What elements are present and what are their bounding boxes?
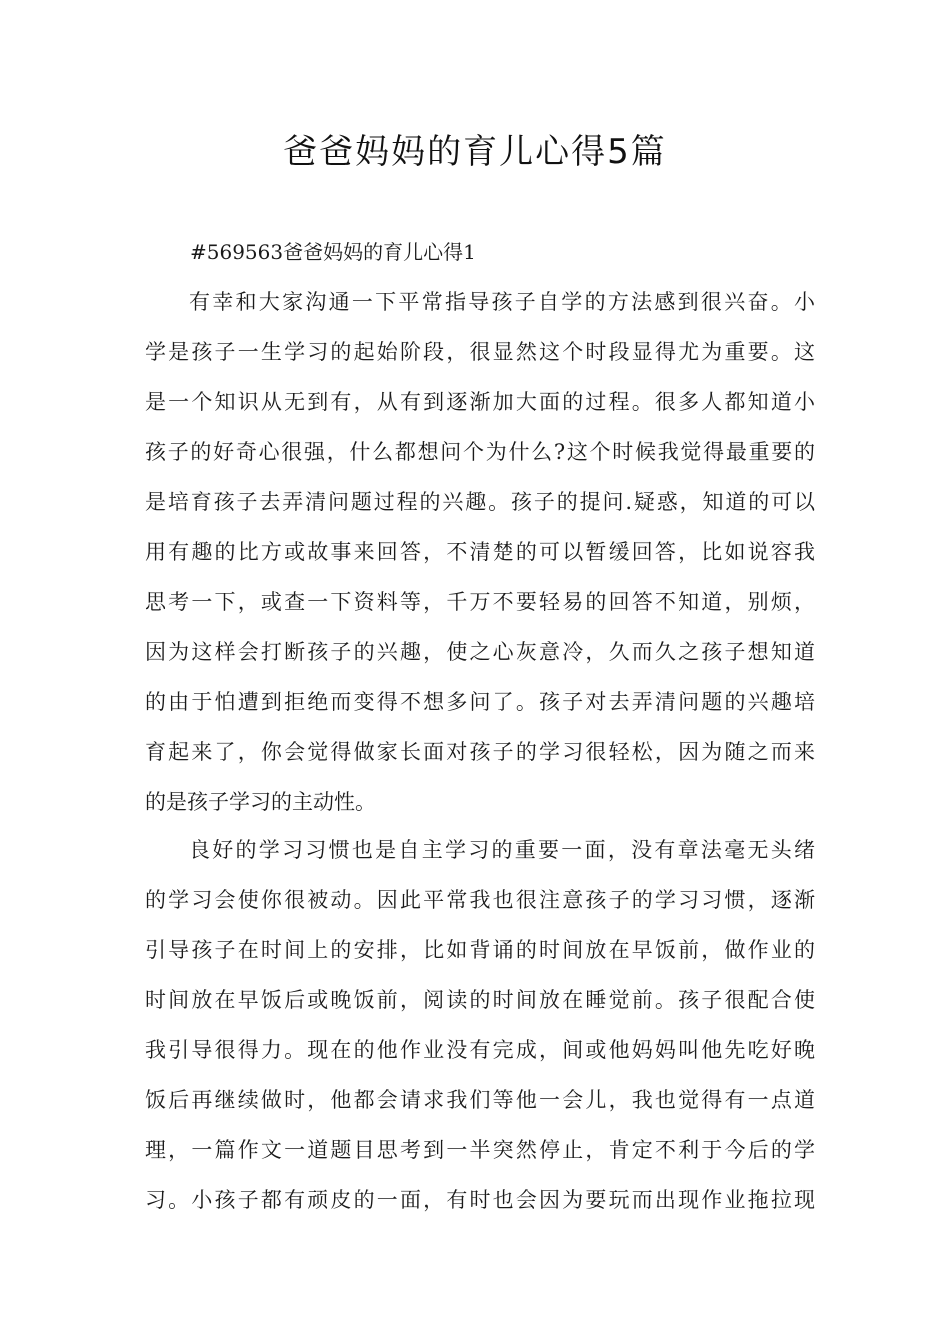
- document-title: 爸爸妈妈的育儿心得5篇: [283, 132, 667, 172]
- paragraph-line: 的是孩子学习的主动性。: [145, 790, 376, 814]
- paragraph-line: 的学习会使你很被动。因此平常我也很注意孩子的学习习惯，逐渐: [145, 888, 815, 912]
- section-heading: #569563爸爸妈妈的育儿心得1: [190, 240, 476, 264]
- paragraph-line: 是一个知识从无到有，从有到逐渐加大面的过程。很多人都知道小: [145, 390, 815, 414]
- paragraph-line: 饭后再继续做时，他都会请求我们等他一会儿，我也觉得有一点道: [145, 1088, 815, 1112]
- paragraph-line: 育起来了，你会觉得做家长面对孩子的学习很轻松，因为随之而来: [145, 740, 815, 764]
- paragraph-line: 是培育孩子去弄清问题过程的兴趣。孩子的提问.疑惑，知道的可以: [145, 490, 815, 514]
- paragraph-line: 学是孩子一生学习的起始阶段，很显然这个时段显得尤为重要。这: [145, 340, 815, 364]
- paragraph-line: 用有趣的比方或故事来回答，不清楚的可以暂缓回答，比如说容我: [145, 540, 815, 564]
- paragraph-line: 习。小孩子都有顽皮的一面，有时也会因为要玩而出现作业拖拉现: [145, 1188, 815, 1212]
- paragraph-line: 我引导很得力。现在的他作业没有完成，间或他妈妈叫他先吃好晚: [145, 1038, 815, 1062]
- paragraph-line: 时间放在早饭后或晚饭前，阅读的时间放在睡觉前。孩子很配合使: [145, 988, 815, 1012]
- paragraph-line: 有幸和大家沟通一下平常指导孩子自学的方法感到很兴奋。小: [189, 290, 815, 314]
- paragraph-line: 良好的学习习惯也是自主学习的重要一面，没有章法毫无头绪: [189, 838, 815, 862]
- paragraph-line: 孩子的好奇心很强，什么都想问个为什么?这个时候我觉得最重要的: [145, 440, 815, 464]
- paragraph-line: 引导孩子在时间上的安排，比如背诵的时间放在早饭前，做作业的: [145, 938, 815, 962]
- paragraph-line: 的由于怕遭到拒绝而变得不想多问了。孩子对去弄清问题的兴趣培: [145, 690, 815, 714]
- paragraph-1: [145, 277, 815, 827]
- paragraph-line: 理，一篇作文一道题目思考到一半突然停止，肯定不利于今后的学: [145, 1138, 815, 1162]
- paragraph-line: 思考一下，或查一下资料等，千万不要轻易的回答不知道，别烦，: [145, 590, 815, 614]
- paragraph-2: [145, 825, 815, 1225]
- paragraph-line: 因为这样会打断孩子的兴趣，使之心灰意冷，久而久之孩子想知道: [145, 640, 815, 664]
